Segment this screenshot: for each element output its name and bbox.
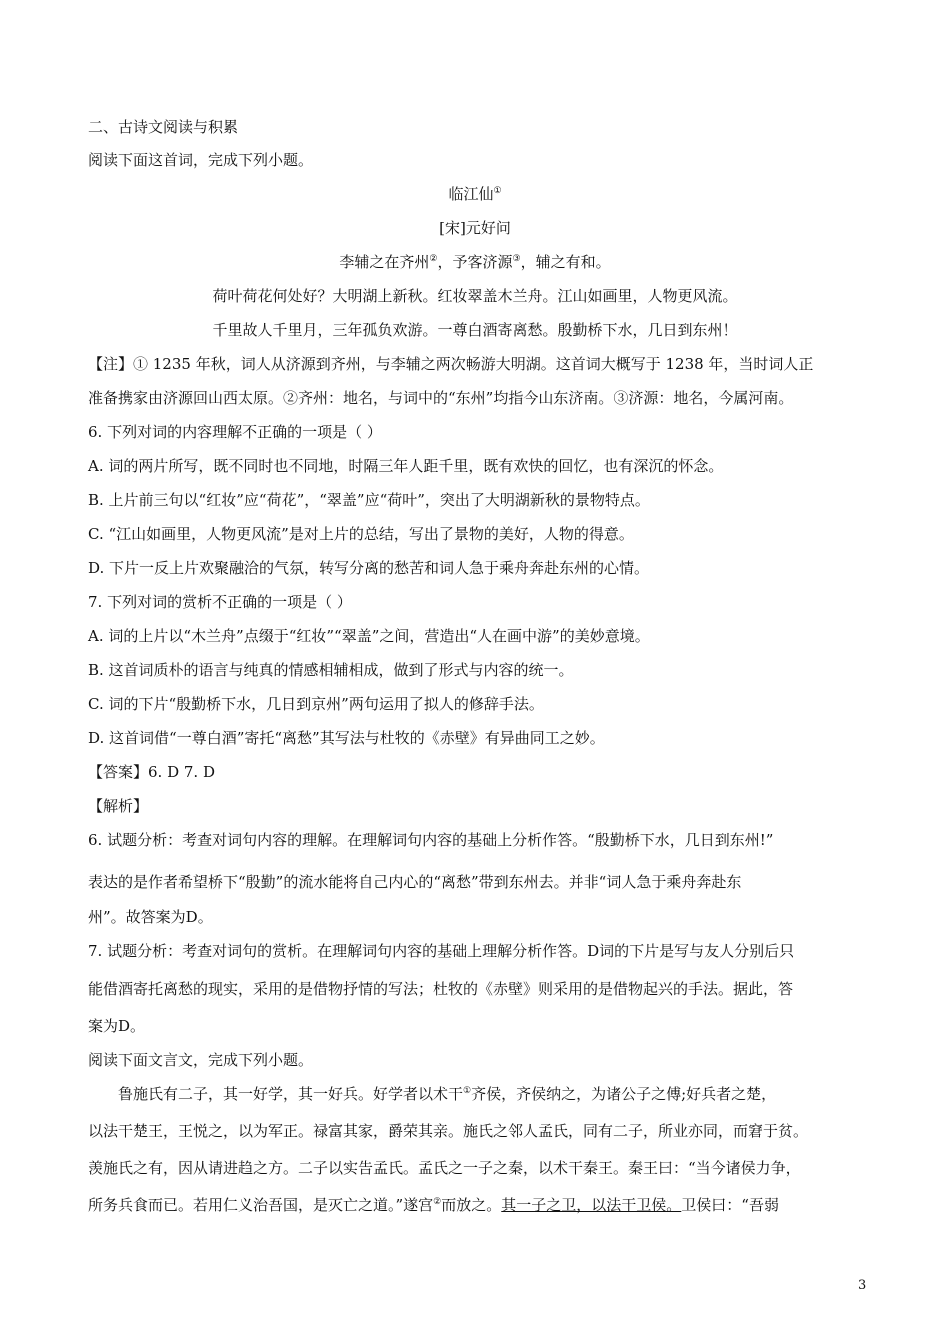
question-7-option-a: A. 词的上片以“木兰舟”点缀于“红妆”“翠盖”之间，营造出“人在画中游”的美妙意境。 — [88, 627, 650, 645]
prose-line-4-a: 所务兵食而已。若用仁义治吾国，是灭亡之道。”遂宫 — [88, 1196, 434, 1214]
question-6-stem: 6. 下列对词的内容理解不正确的一项是（ ） — [88, 423, 382, 441]
prose-line-4 — [88, 1195, 779, 1215]
prose-footnote-2: ② — [433, 1197, 442, 1207]
prose-line-1-a: 鲁施氏有二子，其一好学，其一好兵。好学者以术干 — [118, 1085, 464, 1103]
analysis-7-line-1: 7. 试题分析：考查对词句的赏析。在理解词句内容的基础上理解分析作答。D词的下片是写与友人分别后只 — [88, 942, 795, 960]
poem-title-text: 临江仙 — [448, 185, 494, 203]
poem-preface — [0, 252, 950, 272]
analysis-label: 【解析】 — [88, 797, 149, 815]
poem-intro: 阅读下面这首词，完成下列小题。 — [88, 151, 314, 169]
prose-underlined-sentence: 其一子之卫，以法干卫侯。 — [501, 1196, 682, 1214]
prose-line-4-c: 卫侯曰：“吾弱 — [681, 1196, 779, 1214]
preface-part-a: 李辅之在齐州 — [339, 253, 430, 271]
question-6-option-c: C. “江山如画里，人物更风流”是对上片的总结，写出了景物的美好，人物的得意。 — [88, 525, 634, 543]
preface-part-c: ，辅之有和。 — [520, 253, 611, 271]
question-7-option-d: D. 这首词借“一尊白酒”寄托“离愁”其写法与杜牧的《赤壁》有异曲同工之妙。 — [88, 729, 605, 747]
analysis-6-line-2: 表达的是作者希望桥下“殷勤”的流水能将自己内心的“离愁”带到东州去。并非“词人急于乘舟奔赴东 — [88, 873, 742, 891]
prose-footnote-1: ① — [463, 1086, 472, 1096]
answer-line: 【答案】6. D 7. D — [88, 763, 215, 781]
notes-line-1: 【注】① 1235 年秋，词人从济源到齐州，与李辅之两次畅游大明湖。这首词大概写于 1238 年，当时词人正 — [88, 355, 814, 373]
preface-footnote-3: ③ — [512, 254, 521, 264]
prose-line-1 — [118, 1084, 776, 1104]
poem-author: [宋]元好问 — [439, 219, 511, 237]
prose-line-1-b: 齐侯，齐侯纳之，为诸公子之傅;好兵者之楚， — [471, 1085, 777, 1103]
question-6-option-d: D. 下片一反上片欢聚融洽的气氛，转写分离的愁苦和词人急于乘舟奔赴东州的心情。 — [88, 559, 650, 577]
preface-part-b: ，予客济源 — [437, 253, 513, 271]
prose-line-3: 羡施氏之有，因从请进趋之方。二子以实告孟氏。孟氏之一子之秦，以术干秦王。秦王曰：“当今诸侯力争， — [88, 1159, 801, 1177]
analysis-7-line-2: 能借酒寄托离愁的现实，采用的是借物抒情的写法；杜牧的《赤壁》则采用的是借物起兴的手法。据此，答 — [88, 980, 794, 998]
analysis-6-line-3: 州”。故答案为D。 — [88, 908, 213, 926]
prose-intro: 阅读下面文言文，完成下列小题。 — [88, 1051, 314, 1069]
poem-line-2: 千里故人千里月，三年孤负欢游。一尊白酒寄离愁。殷勤桥下水，几日到东州！ — [212, 321, 738, 339]
question-7-option-b: B. 这首词质朴的语言与纯真的情感相辅相成，做到了形式与内容的统一。 — [88, 661, 574, 679]
question-6-option-a: A. 词的两片所写，既不同时也不同地，时隔三年人距千里，既有欢快的回忆，也有深沉的怀念。 — [88, 457, 724, 475]
preface-footnote-2: ② — [429, 254, 438, 264]
question-7-stem: 7. 下列对词的赏析不正确的一项是（ ） — [88, 593, 352, 611]
page-number: 3 — [858, 1278, 867, 1293]
notes-line-2: 准备携家由济源回山西太原。②齐州：地名，与词中的“东州”均指今山东济南。③济源：地名，今属河南。 — [88, 389, 794, 407]
poem-title-footnote: ① — [493, 186, 502, 196]
poem-line-1: 荷叶荷花何处好？大明湖上新秋。红妆翠盖木兰舟。江山如画里，人物更风流。 — [212, 287, 738, 305]
question-7-option-c: C. 词的下片“殷勤桥下水，几日到京州”两句运用了拟人的修辞手法。 — [88, 695, 544, 713]
prose-line-4-b: 而放之。 — [441, 1196, 502, 1214]
question-6-option-b: B. 上片前三句以“红妆”应“荷花”，“翠盖”应“荷叶”，突出了大明湖新秋的景物特点。 — [88, 491, 650, 509]
poem-title — [0, 184, 950, 204]
prose-line-2: 以法干楚王，王悦之，以为军正。禄富其家，爵荣其亲。施氏之邻人孟氏，同有二子，所业亦同，而窘于贫。 — [88, 1122, 809, 1140]
analysis-7-line-3: 案为D。 — [88, 1017, 146, 1035]
analysis-6-line-1: 6. 试题分析：考查对词句内容的理解。在理解词句内容的基础上分析作答。“殷勤桥下水，几日到东州!” — [88, 831, 774, 849]
section-heading: 二、古诗文阅读与积累 — [88, 118, 239, 136]
